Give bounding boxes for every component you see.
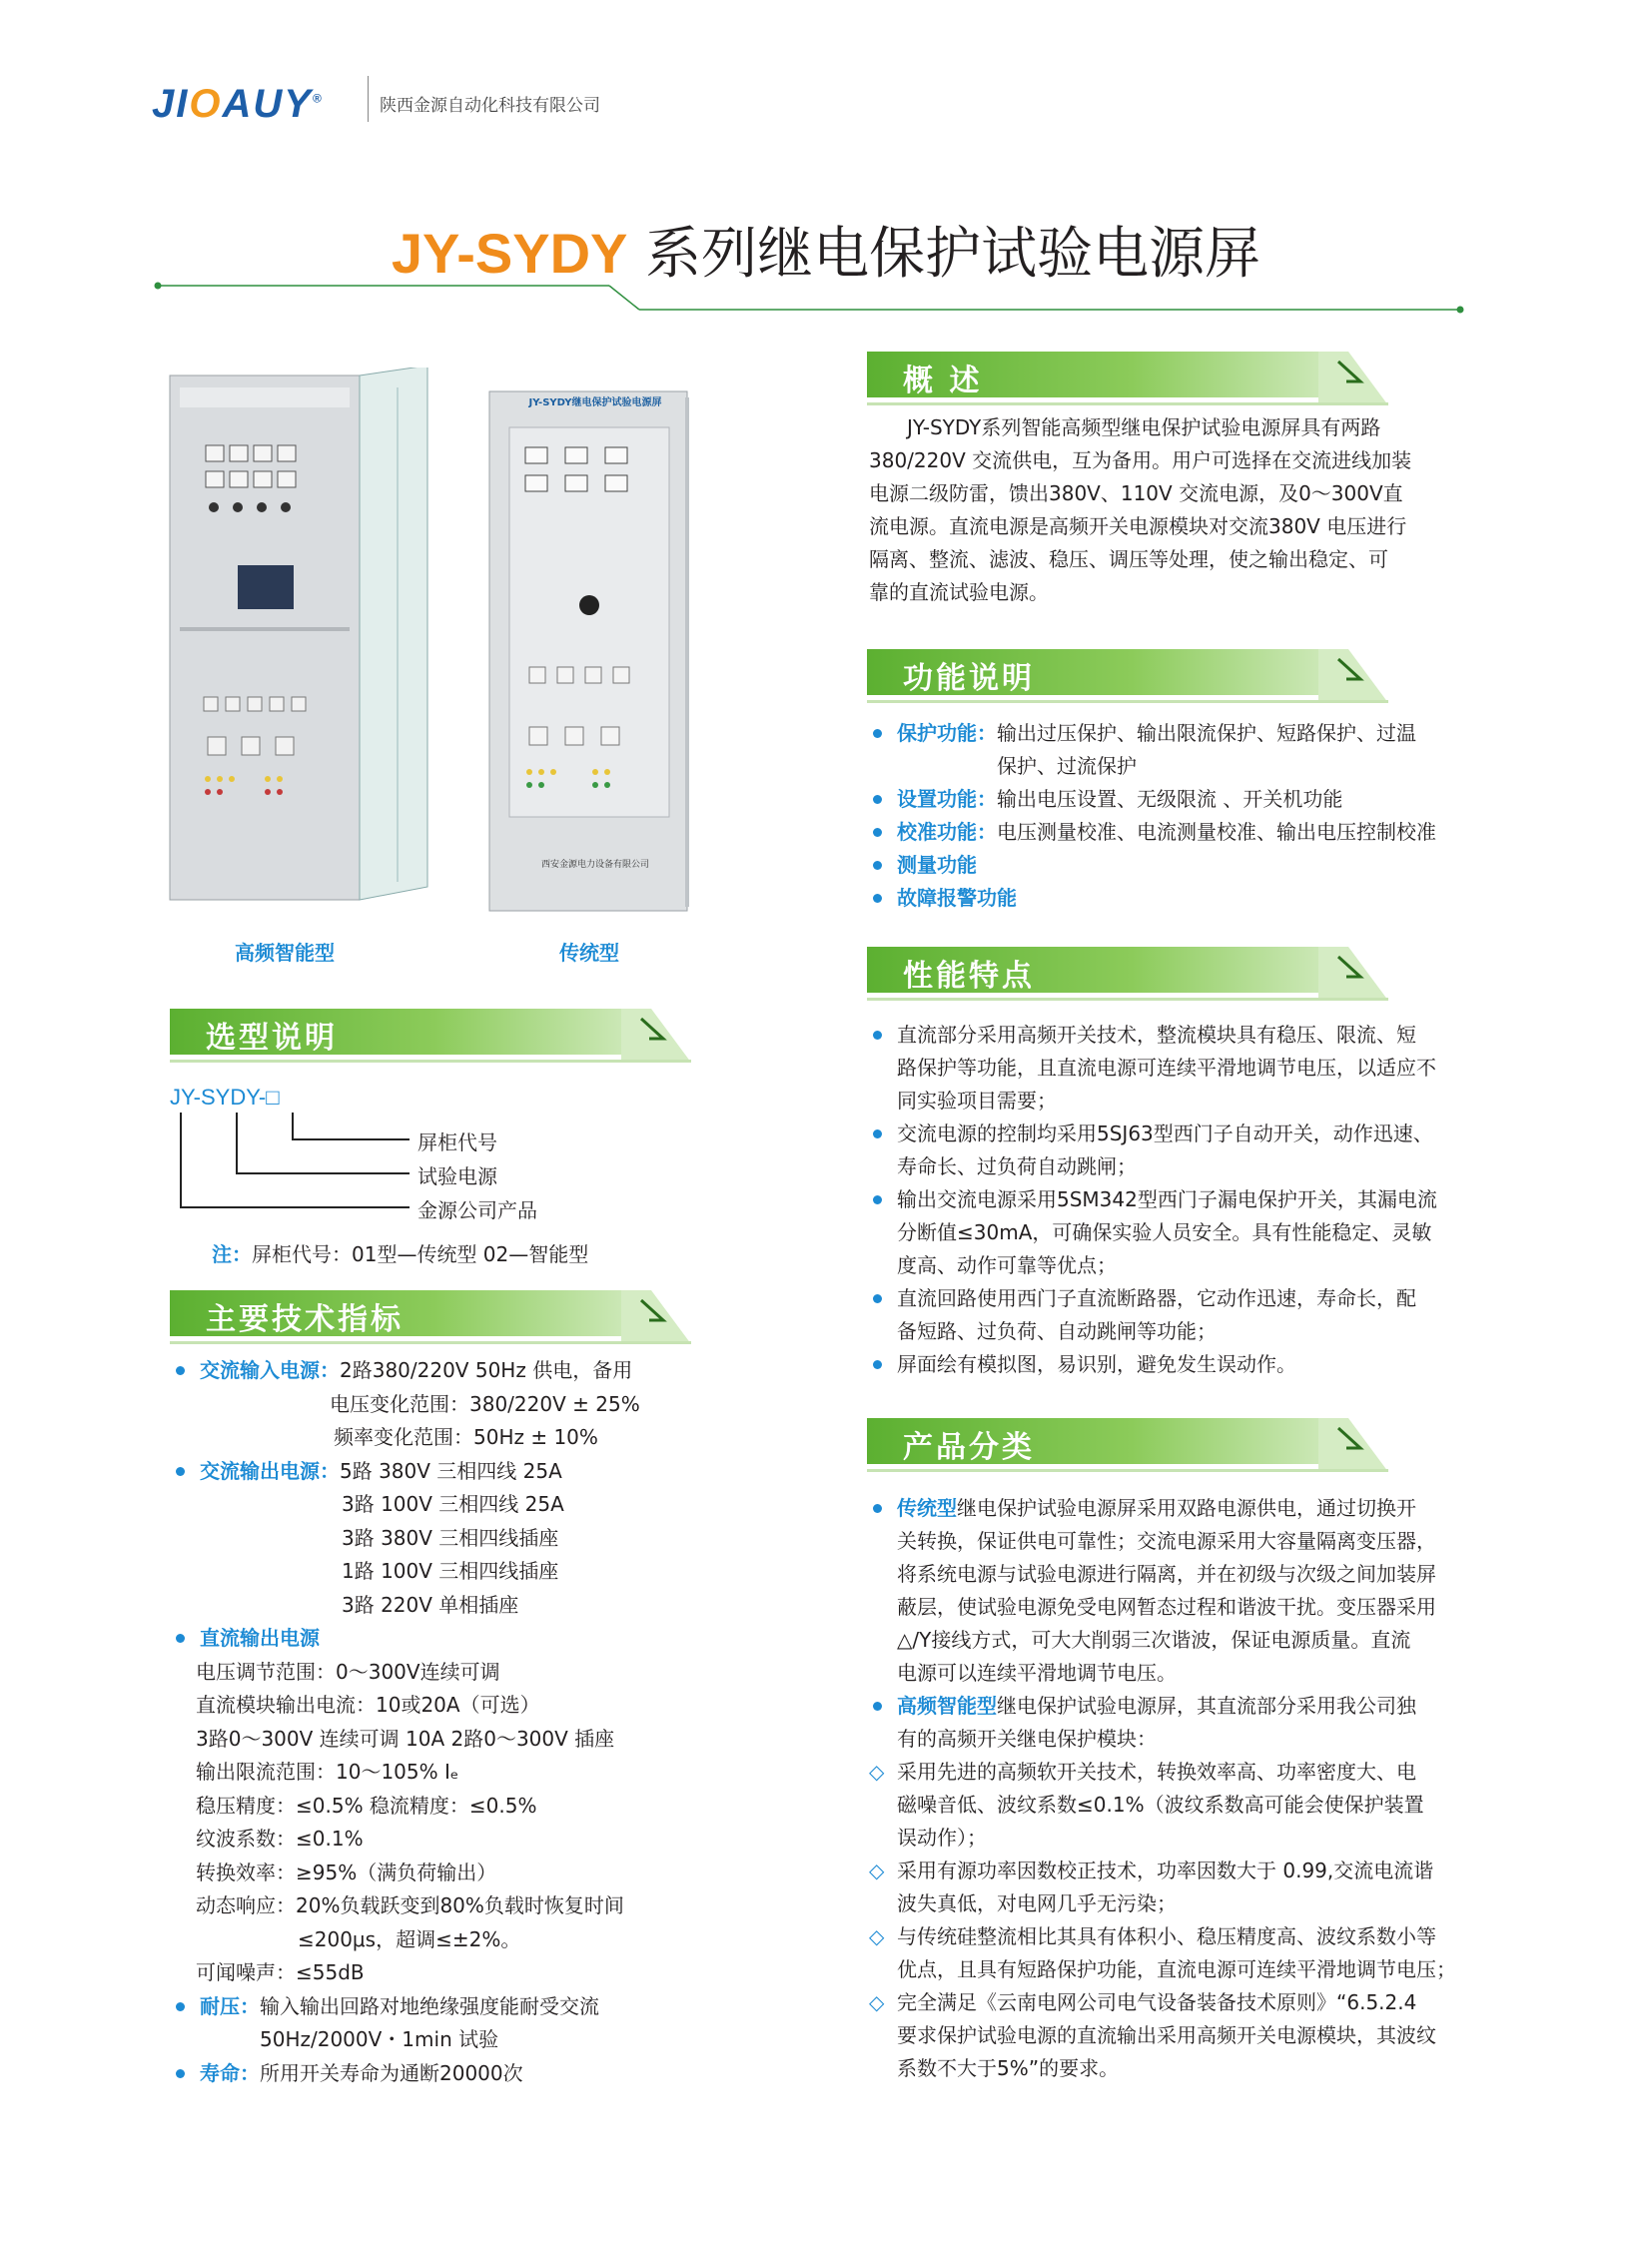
feature-item: 输出交流电源采用5SM342型西门子漏电保护开关，其漏电流 分断值≤30mA，可确保实验人员安全。具有性能稳定、灵敏 度高、动作可靠等优点； [869,1183,1468,1282]
spec-dc-output: 直流输出电源 [172,1622,691,1656]
diamond-bullet-icon: ◇ [869,1760,885,1784]
spec-dc-line: ≤200μs，超调≤±2%。 [298,1926,521,1951]
spec-dc-line: 纹波系数：≤0.1% [196,1827,364,1851]
function-item-calibration: 校准功能：电压测量校准、电流测量校准、输出电压控制校准 [869,816,1468,849]
spec-dc-line: 电压调节范围：0～300V连续可调 [196,1659,500,1684]
spec-dc-line: 稳压精度：≤0.5% 稳流精度：≤0.5% [196,1793,537,1818]
overview-line: 靠的直流试验电源。 [869,580,1049,604]
section-arrow-icon [621,1290,691,1344]
function-item-measurement: 测量功能 [869,849,1468,882]
spec-ac-input-line: 频率变化范围：50Hz ± 10% [334,1425,598,1449]
selection-note: 注：屏柜代号：01型—传统型 02—智能型 [212,1242,589,1266]
diamond-bullet-icon: ◇ [869,1990,885,2014]
overview-line: 电源二级防雷，馈出380V、110V 交流电源，及0～300V直 [869,481,1403,505]
feature-item: 屏面绘有模拟图，易识别，避免发生误动作。 [869,1348,1468,1381]
diamond-bullet-icon: ◇ [869,1924,885,1948]
cabinet-open-illustration [168,368,467,907]
feature-item: 直流回路使用西门子直流断路器，它动作迅速，寿命长，配 备短路、过负荷、自动跳闸等功能； [869,1282,1468,1348]
spec-dc-line: 动态响应：20%负载跃变到80%负载时恢复时间 [196,1893,624,1917]
spec-withstand-line: 50Hz/2000V・1min 试验 [260,2027,499,2051]
spec-dc-line: 3路0～300V 连续可调 10A 2路0～300V 插座 [196,1726,615,1751]
feature-item: 交流电源的控制均采用5SJ63型西门子自动开关，动作迅速、 寿命长、过负荷自动跳闸； [869,1118,1468,1183]
section-header-specs: 主要技术指标 [170,1290,691,1344]
category-high-frequency: 高频智能型继电保护试验电源屏，其直流部分采用我公司独 有的高频开关继电保护模块： [869,1690,1468,1756]
function-item-protection: 保护功能：输出过压保护、输出限流保护、短路保护、过温 [869,717,1468,750]
spec-dc-line: 可闻噪声：≤55dB [196,1960,365,1984]
page-title: JY-SYDY 系列继电保护试验电源屏 [391,222,1261,287]
overview-line: 隔离、整流、滤波、稳压、调压等处理，使之输出稳定、可 [869,547,1388,571]
model-code: JY-SYDY-□ [170,1085,280,1110]
product-photo-high-frequency [168,368,467,907]
category-sub-item: ◇ 采用有源功率因数校正技术，功率因数大于 0.99,交流电流谐 波失真低，对电网几乎无污染； [869,1855,1468,1920]
category-traditional: 传统型继电保护试验电源屏采用双路电源供电，通过切换开 关转换，保证供电可靠性；交流电源采用大容量隔离变压器， 将系统电源与试验电源进行隔离，并在初级与次级之间加装屏 蔽层，使试验电源免受电网暂态过程和谐波干扰。变压器采用 △/Y接线方式，可大大削弱三次谐波，保证电源质量。直流 电源可以连续平滑地调节电压。 [869,1492,1468,1690]
spec-ac-input: 交流输入电源：2路380/220V 50Hz 供电，备用 [172,1354,691,1388]
traditional-panel-title: JY-SYDY继电保护试验电源屏 [528,397,662,408]
section-header-features: 性能特点 [867,947,1388,1001]
overview-text [869,411,1468,609]
function-item-protection-cont: 保护、过流保护 [997,754,1137,778]
product-photo-traditional [485,377,705,917]
section-header-categories: 产品分类 [867,1418,1388,1472]
category-sub-item: ◇ 采用先进的高频软开关技术，转换效率高、功率密度大、电 磁噪音低、波纹系数≤0.1%（波纹系数高可能会使保护装置 误动作）； [869,1756,1468,1855]
categories-list [869,1492,1468,2085]
section-header-overview: 概 述 [867,352,1388,405]
spec-dc-line: 转换效率：≥95%（满负荷输出） [196,1860,497,1884]
section-arrow-icon [1318,1418,1388,1472]
traditional-panel-footer: 西安金源电力设备有限公司 [540,860,649,870]
section-arrow-icon [1318,649,1388,703]
specs-list [172,1354,691,2090]
spec-ac-output-line: 3路 220V 单相插座 [342,1592,519,1617]
caption-high-frequency: 高频智能型 [235,941,335,965]
logo-divider [368,76,369,122]
category-sub-item: ◇ 与传统硅整流相比其具有体积小、稳压精度高、波纹系数小等 优点，且具有短路保护功能，直流电源可连续平滑地调节电压； [869,1920,1468,1986]
section-arrow-icon [621,1009,691,1063]
diamond-bullet-icon: ◇ [869,1859,885,1882]
category-sub-item: ◇ 完全满足《云南电网公司电气设备装备技术原则》“6.5.2.4 要求保护试验电源的直流输出采用高频开关电源模块，其波纹 系数不大于5%”的要求。 [869,1986,1468,2085]
section-header-selection: 选型说明 [170,1009,691,1063]
function-item-alarm: 故障报警功能 [869,882,1468,915]
spec-dc-line: 直流模块输出电流：10或20A（可选） [196,1693,540,1717]
spec-ac-input-line: 电压变化范围：380/220V ± 25% [330,1391,640,1416]
spec-withstand: 耐压：输入输出回路对地绝缘强度能耐受交流 [172,1990,691,2024]
overview-line: 380/220V 交流供电，互为备用。用户可选择在交流进线加装 [869,448,1412,472]
spec-ac-output: 交流输出电源：5路 380V 三相四线 25A [172,1455,691,1489]
model-label-cabinet: 屏柜代号 [417,1130,497,1154]
feature-item: 直流部分采用高频开关技术，整流模块具有稳压、限流、短 路保护等功能，且直流电源可连续平滑地调节电压，以适应不 同实验项目需要； [869,1019,1468,1118]
company-logo: JIOAUY® [152,82,324,126]
spec-ac-output-line: 3路 100V 三相四线 25A [342,1492,564,1516]
model-label-power: 试验电源 [417,1164,497,1188]
section-arrow-icon [1318,947,1388,1001]
caption-traditional: 传统型 [559,941,619,965]
model-label-company: 金源公司产品 [417,1198,537,1222]
spec-ac-output-line: 1路 100V 三相四线插座 [342,1559,559,1583]
section-header-functions: 功能说明 [867,649,1388,703]
spec-ac-output-line: 3路 380V 三相四线插座 [342,1525,559,1550]
cabinet-closed-illustration [485,377,705,917]
functions-list [869,717,1468,915]
title-divider [150,278,1468,318]
section-arrow-icon [1318,352,1388,405]
overview-line: JY-SYDY系列智能高频型继电保护试验电源屏具有两路 [907,415,1381,439]
features-list [869,1019,1468,1381]
spec-dc-line: 输出限流范围：10～105% Iₑ [196,1760,459,1784]
spec-life: 寿命：所用开关寿命为通断20000次 [172,2057,691,2091]
function-item-setting: 设置功能：输出电压设置、无级限流 、开关机功能 [869,783,1468,816]
company-name: 陕西金源自动化科技有限公司 [380,96,600,116]
overview-line: 流电源。直流电源是高频开关电源模块对交流380V 电压进行 [869,514,1407,538]
